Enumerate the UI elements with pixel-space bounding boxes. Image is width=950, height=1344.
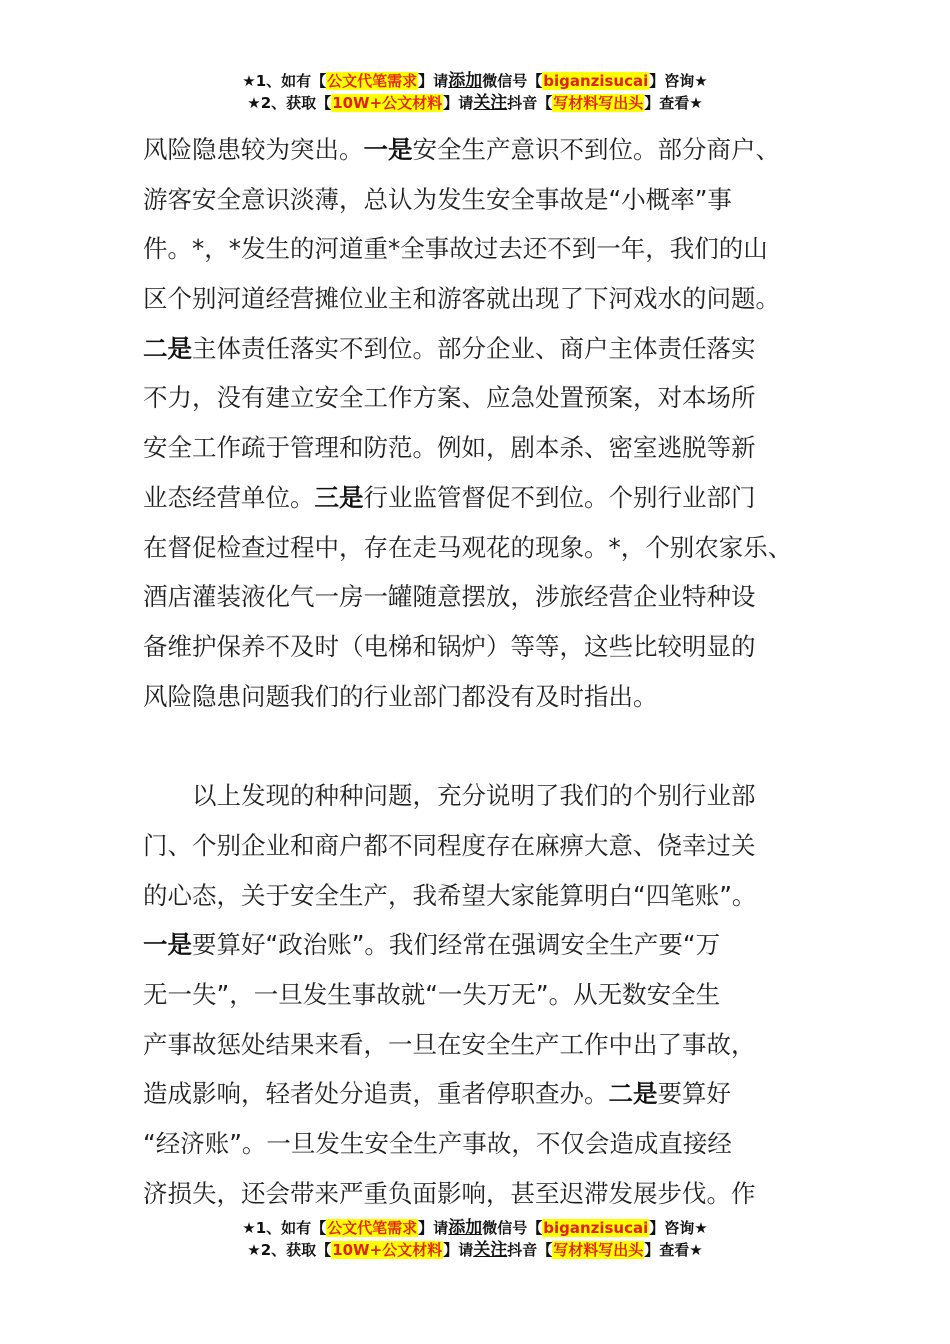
text-line: “经济账”。一旦发生安全生产事故，不仅会造成直接经 [143, 1129, 732, 1159]
banner-text: 微信号【 [482, 1219, 543, 1237]
banner-text: 抖音【 [507, 1241, 553, 1259]
text-span: 行业监管督促不到位。个别行业部门 [363, 482, 756, 512]
paragraph-1 [143, 125, 813, 721]
banner-underlined: 关注 [473, 1240, 508, 1260]
text-line: 安全工作疏于管理和防范。例如，剧本杀、密室逃脱等新 [143, 433, 756, 463]
banner-text: 】查看★ [644, 94, 703, 112]
text-line: 游客安全意识淡薄，总认为发生安全事故是“小概率”事 [143, 184, 732, 214]
banner-text: 】咨询★ [649, 72, 708, 90]
banner-text: 】请 [418, 1219, 449, 1237]
banner-underlined: 添加 [448, 1218, 483, 1238]
banner-highlight: 10W+公文材料 [332, 1241, 443, 1259]
banner-highlight: 公文代笔需求 [327, 72, 418, 90]
banner-line-1 [0, 70, 950, 92]
header-banner [0, 70, 950, 114]
document-body [143, 125, 813, 1218]
text-line: 济损失，还会带来严重负面影响，甚至迟滞发展步伐。作 [143, 1178, 756, 1208]
bold-marker: 一是 [143, 930, 192, 960]
banner-text: ★1、如有【 [242, 1219, 327, 1237]
banner-underlined: 关注 [473, 93, 508, 113]
paragraph-2 [143, 771, 813, 1218]
text-span: 要算好 [657, 1079, 731, 1109]
bold-marker: 一是 [363, 135, 413, 164]
banner-line-2 [0, 92, 950, 114]
text-span: 要算好“政治账”。我们经常在强调安全生产要“万 [192, 930, 721, 960]
bold-marker: 二是 [143, 333, 192, 363]
banner-highlight: 公文代笔需求 [327, 1219, 418, 1237]
text-span: 风险隐患较为突出。 [143, 135, 364, 164]
text-line: 区个别河道经营摊位业主和游客就出现了下河戏水的问题。 [143, 284, 780, 314]
banner-text: ★1、如有【 [242, 72, 327, 90]
footer-banner [0, 1217, 950, 1261]
text-line: 产事故惩处结果来看，一旦在安全生产工作中出了事故， [143, 1029, 756, 1059]
banner-douyin-id: 写材料写出头 [553, 94, 644, 112]
banner-text: 】查看★ [644, 1241, 703, 1259]
bold-marker: 二是 [608, 1079, 658, 1109]
banner-text: 】请 [443, 1241, 474, 1259]
text-line: 备维护保养不及时（电梯和锅炉）等等，这些比较明显的 [143, 631, 756, 661]
banner-wechat-id: biganzisucai [543, 72, 649, 90]
text-span: 安全生产意识不到位。部分商户、 [412, 135, 780, 164]
banner-highlight: 10W+公文材料 [332, 94, 443, 112]
banner-text: 】咨询★ [649, 1219, 708, 1237]
text-line: 的心态，关于安全生产，我希望大家能算明白“四笔账”。 [143, 880, 757, 910]
text-line [143, 473, 813, 523]
text-line [143, 1069, 813, 1119]
banner-text: ★2、获取【 [247, 94, 332, 112]
text-line: 以上发现的种种问题，充分说明了我们的个别行业部 [143, 781, 756, 811]
text-line: 不力，没有建立安全工作方案、应急处置预案，对本场所 [143, 383, 756, 413]
text-line: 件。*，*发生的河道重*全事故过去还不到一年，我们的山 [143, 234, 768, 264]
banner-text: 】请 [443, 94, 474, 112]
banner-wechat-id: biganzisucai [543, 1219, 649, 1237]
text-line: 风险隐患问题我们的行业部门都没有及时指出。 [143, 681, 658, 711]
banner-underlined: 添加 [448, 71, 483, 91]
text-line [143, 324, 813, 374]
bold-marker: 三是 [314, 482, 364, 512]
text-line [143, 920, 813, 970]
text-span: 造成影响，轻者处分追责，重者停职查办。 [143, 1079, 609, 1109]
banner-text: 】请 [418, 72, 449, 90]
text-line: 在督促检查过程中，存在走马观花的现象。*，个别农家乐、 [143, 532, 793, 562]
banner-text: 微信号【 [482, 72, 543, 90]
text-line: 门、个别企业和商户都不同程度存在麻痹大意、侥幸过关 [143, 830, 756, 860]
banner-text: 抖音【 [507, 94, 553, 112]
text-line [143, 125, 813, 175]
banner-text: ★2、获取【 [247, 1241, 332, 1259]
paragraph-gap [143, 721, 813, 771]
banner-line-1 [0, 1217, 950, 1239]
text-span: 业态经营单位。 [143, 482, 315, 512]
text-span: 主体责任落实不到位。部分企业、商户主体责任落实 [192, 333, 756, 363]
text-line: 酒店灌装液化气一房一罐随意摆放，涉旅经营企业特种设 [143, 582, 756, 612]
banner-line-2 [0, 1239, 950, 1261]
banner-douyin-id: 写材料写出头 [553, 1241, 644, 1259]
text-line: 无一失”，一旦发生事故就“一失万无”。从无数安全生 [143, 980, 721, 1009]
